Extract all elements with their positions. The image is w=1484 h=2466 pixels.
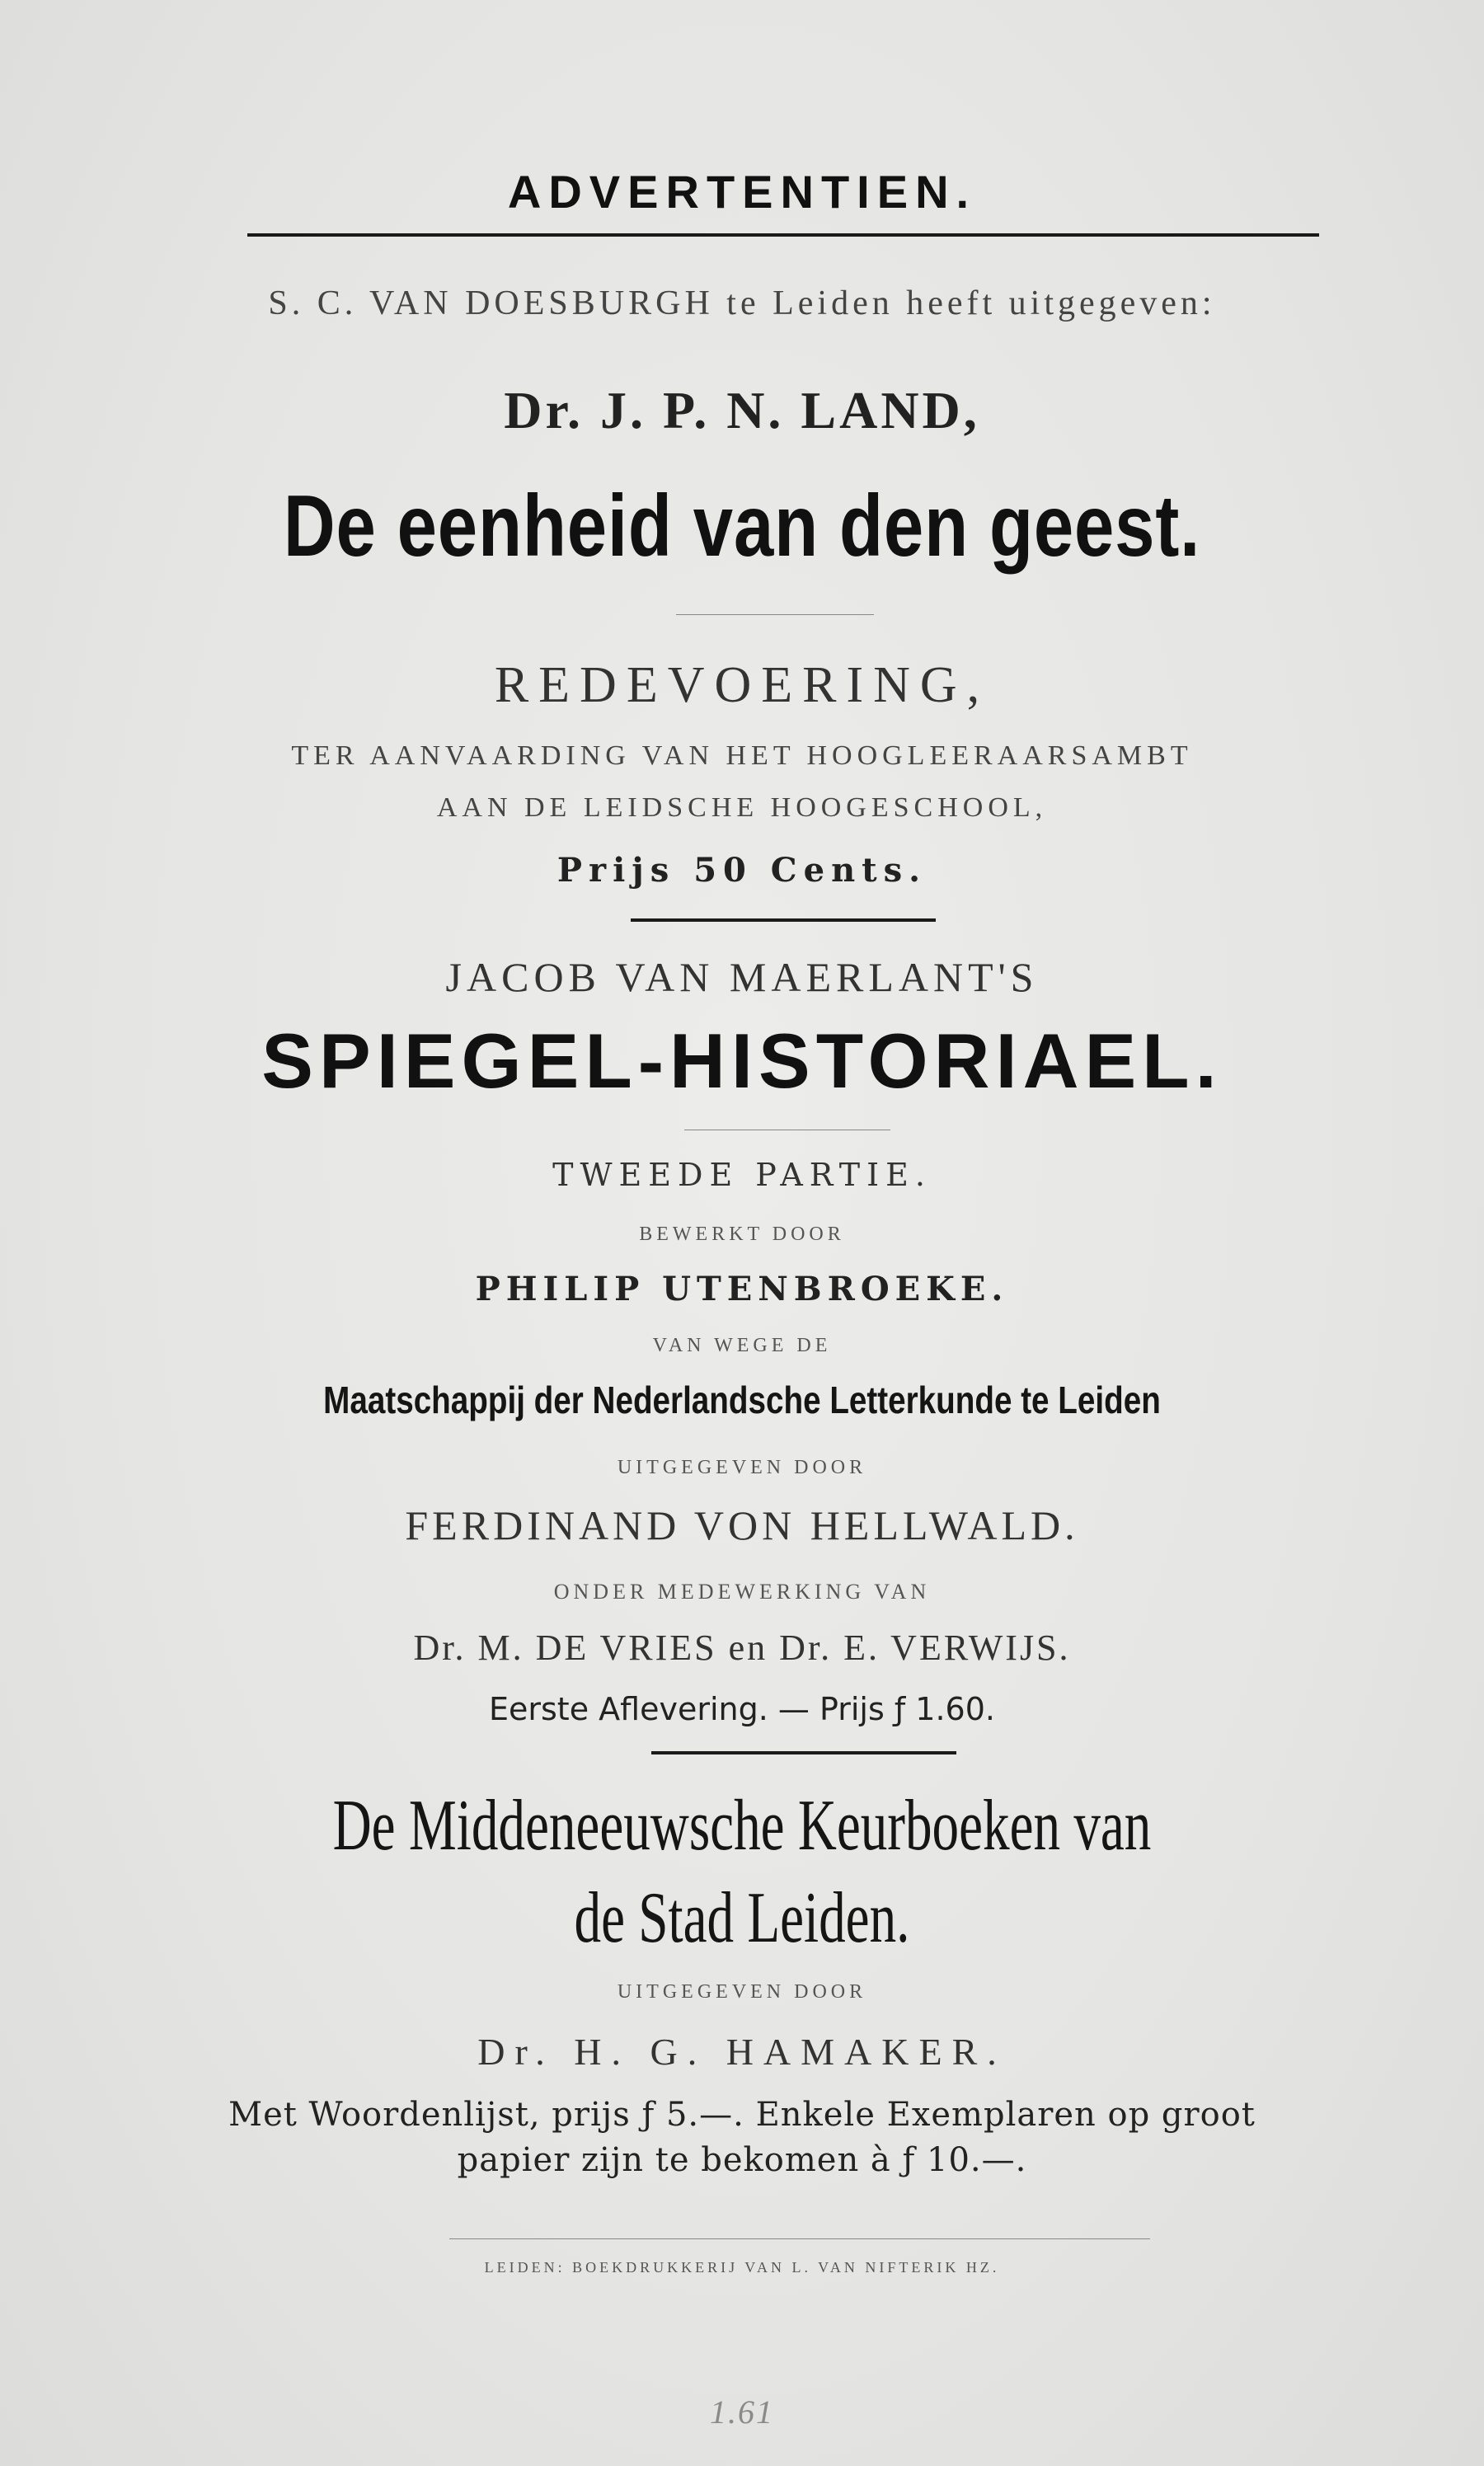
pencil-mark: 1.61 bbox=[710, 2393, 774, 2431]
item2-published-by-label: UITGEGEVEN DOOR bbox=[617, 1457, 867, 1478]
item2-title: SPIEGEL-HISTORIAEL. bbox=[261, 1017, 1223, 1104]
item2-edition: Eerste Aflevering. — Prijs ƒ 1.60. bbox=[489, 1691, 995, 1727]
item2-society: Maatschappij der Nederlandsche Letterkunde te Leiden bbox=[323, 1379, 1161, 1421]
item1-price: Prijs 50 Cents. bbox=[556, 851, 928, 890]
item3-title-line2: de Stad Leiden. bbox=[574, 1878, 910, 1958]
page-heading: ADVERTENTIEN. bbox=[507, 166, 977, 218]
item1-occasion-line1: TER AANVAARDING VAN HET HOOGLEERAARSAMBT bbox=[291, 740, 1193, 771]
heading-rule bbox=[247, 233, 1319, 237]
footer-rule bbox=[449, 2238, 1150, 2239]
item1-separator bbox=[676, 614, 874, 615]
item3-note-line1: Met Woordenlijst, prijs ƒ 5.—. Enkele Exemplaren op groot bbox=[228, 2096, 1256, 2134]
item2-editor: PHILIP UTENBROEKE. bbox=[475, 1270, 1009, 1308]
item2-publisher: FERDINAND VON HELLWALD. bbox=[405, 1502, 1079, 1548]
item2-on-behalf-label: VAN WEGE DE bbox=[652, 1335, 832, 1356]
item3-note-line2: papier zijn te bekomen à ƒ 10.—. bbox=[457, 2141, 1027, 2179]
item3-published-by-label: UITGEGEVEN DOOR bbox=[617, 1981, 867, 2003]
item3-title-line1: De Middeneeuwsche Keurboeken van bbox=[332, 1786, 1152, 1866]
item1-subtitle: REDEVOERING, bbox=[494, 657, 990, 713]
item2-collaboration-label: ONDER MEDEWERKING VAN bbox=[553, 1580, 931, 1604]
publisher-line: S. C. VAN DOESBURGH te Leiden heeft uitgegeven: bbox=[268, 284, 1216, 322]
item2-contributors: Dr. M. DE VRIES en Dr. E. VERWIJS. bbox=[413, 1628, 1071, 1668]
item1-author: Dr. J. P. N. LAND, bbox=[504, 381, 980, 439]
item1-title: De eenheid van den geest. bbox=[283, 477, 1201, 575]
section-rule-1 bbox=[631, 918, 936, 922]
item2-part: TWEEDE PARTIE. bbox=[552, 1157, 932, 1193]
item3-author: Dr. H. G. HAMAKER. bbox=[477, 2031, 1007, 2073]
item2-edited-by-label: BEWERKT DOOR bbox=[639, 1224, 845, 1245]
item2-author: JACOB VAN MAERLANT'S bbox=[445, 954, 1039, 1000]
printer-imprint: LEIDEN: BOEKDRUKKERIJ VAN L. VAN NIFTERIK HZ. bbox=[484, 2259, 1000, 2276]
item1-occasion-line2: AAN DE LEIDSCHE HOOGESCHOOL, bbox=[436, 792, 1048, 823]
section-rule-2 bbox=[651, 1751, 956, 1754]
